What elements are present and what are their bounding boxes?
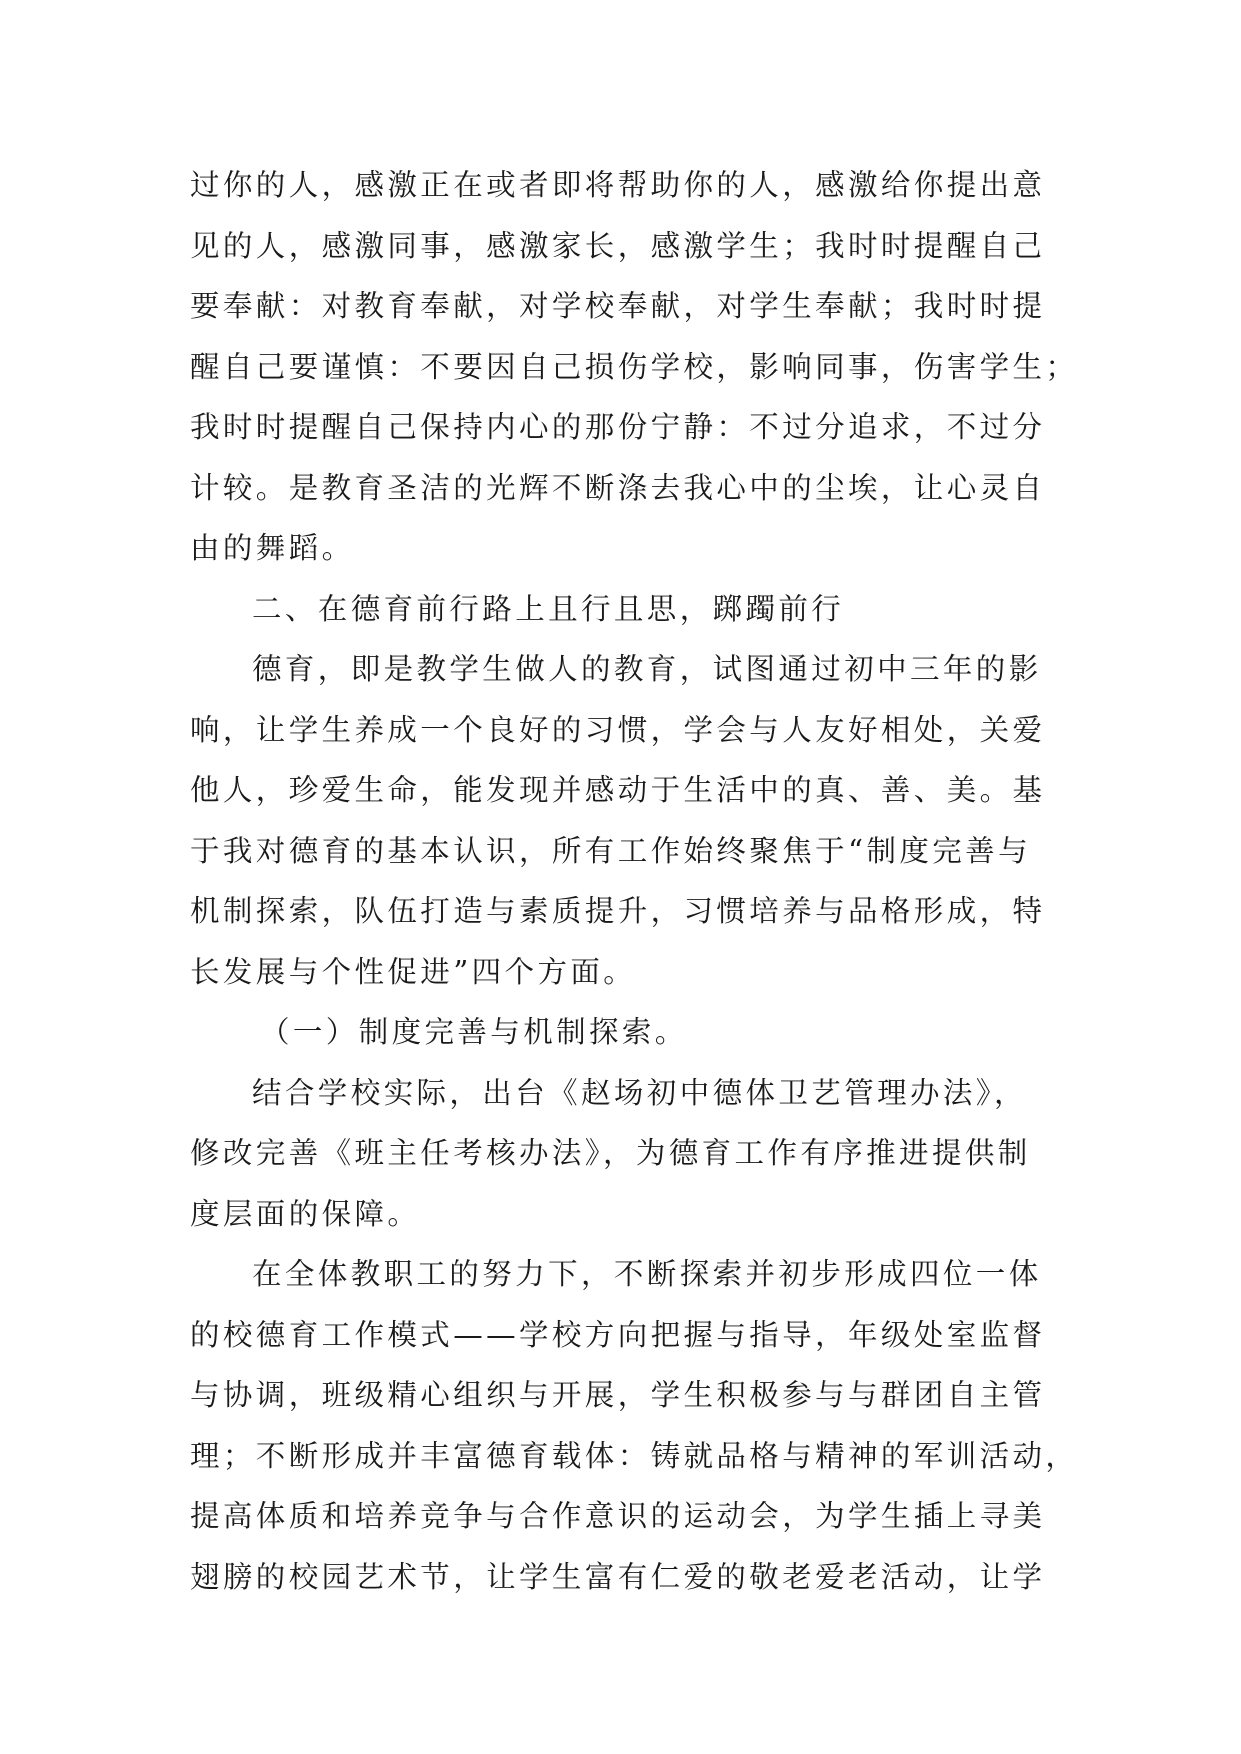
text-line: 长发展与个性促进”四个方面。 [190,954,637,989]
text-line: 见的人，感激同事，感激家长，感激学生；我时时提醒自己 [190,228,1046,263]
text-line: 度层面的保障。 [190,1196,421,1231]
text-line: 醒自己要谨慎：不要因自己损伤学校，影响同事，伤害学生； [190,349,1079,384]
text-line: 过你的人，感激正在或者即将帮助你的人，感激给你提出意 [190,168,1046,202]
text-line: 他人，珍爱生命，能发现并感动于生活中的真、善、美。基 [190,773,1046,807]
text-line: 理；不断形成并丰富德育载体：铸就品格与精神的军训活动， [190,1438,1079,1473]
text-line: 于我对德育的基本认识，所有工作始终聚焦于“制度完善与 [190,833,1031,868]
text-line: 机制探索，队伍打造与素质提升，习惯培养与品格形成，特 [190,894,1046,928]
text-line: 提高体质和培养竞争与合作意识的运动会，为学生插上寻美 [190,1499,1046,1533]
text-line: 计较。是教育圣洁的光辉不断涤去我心中的尘埃，让心灵自 [190,470,1046,505]
text-line: 结合学校实际，出台《赵场初中德体卫艺管理办法》， [252,1075,1027,1110]
text-line: 我时时提醒自己保持内心的那份宁静：不过分追求，不过分 [190,410,1046,444]
text-line: 响，让学生养成一个良好的习惯，学会与人友好相处，关爱 [190,712,1046,747]
text-line: 翅膀的校园艺术节，让学生富有仁爱的敬老爱老活动，让学 [190,1559,1046,1594]
text-line: 德育，即是教学生做人的教育，试图通过初中三年的影 [252,652,1042,686]
text-line: 的校德育工作模式——学校方向把握与指导，年级处室监督 [190,1317,1046,1352]
text-line: 修改完善《班主任考核办法》，为德育工作有序推进提供制 [190,1136,1031,1170]
text-line: 与协调，班级精心组织与开展，学生积极参与与群团自主管 [190,1378,1046,1412]
section-heading: 二、在德育前行路上且行且思，踯躅前行 [252,591,845,626]
text-line: 由的舞蹈。 [190,531,355,565]
subsection-heading: （一）制度完善与机制探索。 [260,1015,688,1049]
text-line: 要奉献：对教育奉献，对学校奉献，对学生奉献；我时时提 [190,289,1046,323]
document-body [190,155,1079,1607]
text-line: 在全体教职工的努力下，不断探索并初步形成四位一体 [252,1257,1042,1291]
